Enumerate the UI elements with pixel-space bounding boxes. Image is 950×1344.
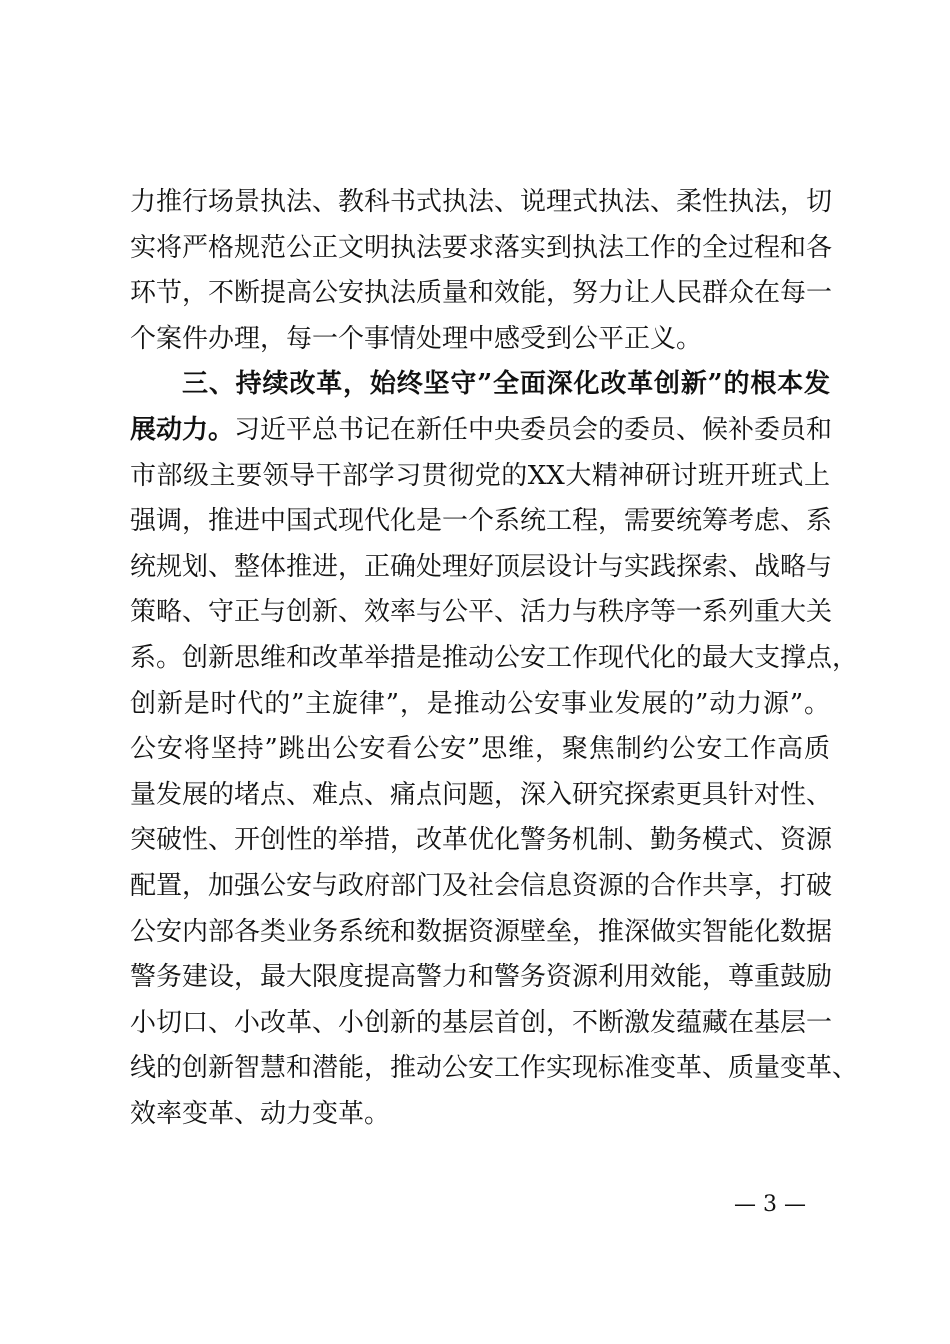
paragraph-line: 个案件办理，每一个事情处理中感受到公平正义。 [130, 324, 703, 354]
paragraph-line: 系。创新思维和改革举措是推动公安工作现代化的最大支撑点， [130, 643, 859, 673]
paragraph-text: 习近平总书记在新任中央委员会的委员、候补委员和 [234, 415, 833, 445]
paragraph-line: 力推行场景执法、教科书式执法、说理式执法、柔性执法，切 [130, 187, 833, 217]
page-number: — 3 — [734, 1192, 806, 1217]
paragraph-line [130, 415, 833, 445]
paragraph-line: 效率变革、动力变革。 [130, 1099, 391, 1129]
paragraph-line: 线的创新智慧和潜能，推动公安工作实现标准变革、质量变革、 [130, 1053, 859, 1083]
paragraph-line: 市部级主要领导干部学习贯彻党的XX大精神研讨班开班式上 [130, 461, 830, 491]
paragraph-line: 警务建设，最大限度提高警力和警务资源利用效能，尊重鼓励 [130, 962, 833, 992]
paragraph-line: 量发展的堵点、难点、痛点问题，深入研究探索更具针对性、 [130, 780, 833, 810]
paragraph-line: 策略、守正与创新、效率与公平、活力与秩序等一系列重大关 [130, 597, 833, 627]
paragraph-line: 公安内部各类业务系统和数据资源壁垒，推深做实智能化数据 [130, 917, 833, 947]
section-heading-tail: 展动力。 [130, 415, 235, 445]
paragraph-line: 环节，不断提高公安执法质量和效能，努力让人民群众在每一 [130, 278, 833, 308]
paragraph-line: 创新是时代的”主旋律”，是推动公安事业发展的”动力源”。 [130, 689, 830, 719]
paragraph-line: 配置，加强公安与政府部门及社会信息资源的合作共享，打破 [130, 871, 833, 901]
paragraph-line: 公安将坚持”跳出公安看公安”思维，聚焦制约公安工作高质 [130, 734, 830, 764]
paragraph-line: 强调，推进中国式现代化是一个系统工程，需要统筹考虑、系 [130, 506, 833, 536]
paragraph-line: 实将严格规范公正文明执法要求落实到执法工作的全过程和各 [130, 233, 833, 263]
section-heading: 三、持续改革，始终坚守”全面深化改革创新”的根本发 [182, 369, 830, 399]
paragraph-line: 突破性、开创性的举措，改革优化警务机制、勤务模式、资源 [130, 825, 833, 855]
paragraph-line: 小切口、小改革、小创新的基层首创，不断激发蕴藏在基层一 [130, 1008, 833, 1038]
paragraph-line: 统规划、整体推进，正确处理好顶层设计与实践探索、战略与 [130, 552, 833, 582]
